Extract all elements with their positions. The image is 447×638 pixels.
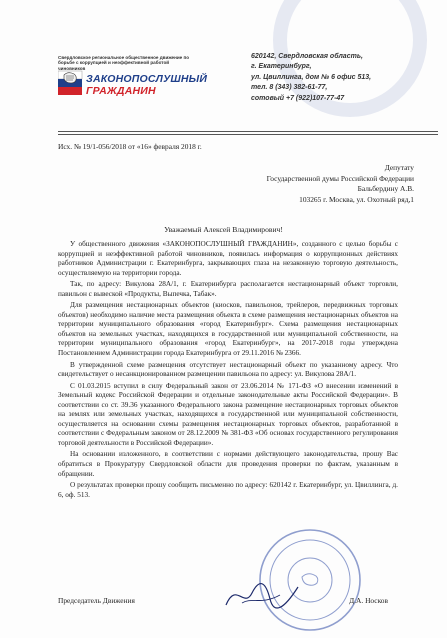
org-tagline: Свердловское региональное общественное движение по борьбе с коррупцией и неэффективной работой чиновников: [58, 55, 190, 71]
header-divider-thin: [58, 134, 438, 135]
org-name: [86, 73, 207, 97]
org-name-line1: ЗАКОНОПОСЛУШНЫЙ: [86, 73, 208, 85]
letterhead: [0, 0, 447, 140]
addressee-line: Бальбердину А.В.: [357, 184, 414, 194]
org-name-line2: ГРАЖДАНИН: [86, 85, 156, 97]
address-line: г. Екатеринбург,: [251, 63, 312, 71]
handwritten-signature: [222, 575, 302, 615]
address-line: сотовый +7 (922)107-77-47: [251, 94, 345, 102]
address-line: 620142, Свердловская область,: [251, 53, 363, 60]
address-line: ул. Цвиллинга, дом № 6 офис 513,: [251, 73, 372, 81]
addressee-line: Депутату: [384, 163, 414, 172]
body-paragraph: На основании изложенного, в соответствии с нормами действующего законодательства, прошу Вас обратиться в Прокуратуру Свердловской области для проведения проверки по фактам, указанным в обращении.: [58, 450, 398, 478]
body-paragraph: В утвержденной схеме размещения отсутствует нестационарный объект по указанному адресу. Что свидетельствует о несанкционированном размещении павильона по адресу: ул. Викулова 28А/1.: [58, 360, 398, 379]
outgoing-reference: Исх. № 19/1-056/2018 от «16» февраля 2018 г.: [58, 142, 202, 151]
addressee-line: 103265 г. Москва, ул. Охотный ряд,1: [299, 194, 414, 204]
address-line: тел. 8 (343) 382-61-77,: [251, 84, 328, 92]
fist-flag-logo: [58, 67, 84, 99]
body-paragraph: С 01.03.2015 вступил в силу Федеральный закон от 23.06.2014 № 171-ФЗ «О внесении изменений в Земельный кодекс Российской Федерации и отдельные законодательные акты Российской Федерации». В соответствии со ст. 39.36 указанного Федерального закона размещение нестационарных торговых объектов на землях или земельных участках, находящихся в государственной или муниципальной собственности, осуществляется на основании схемы размещения нестационарных торговых объектов, разработанной в соответствии с Федеральным законом от 28.12.2009 № 381-ФЗ «Об основах государственного регулирования торговой деятельности в Российской Федерации».: [58, 381, 398, 447]
addressee-block: [267, 163, 414, 205]
letter-body: [58, 240, 398, 500]
body-paragraph: Так, по адресу: Викулова 28А/1, г. Екатеринбурга располагается нестационарный объект торговли, павильон с вывеской «Продукты, Выпечка, Табак».: [58, 280, 398, 298]
signer-role: Председатель Движения: [58, 596, 135, 605]
org-address: [251, 52, 371, 104]
addressee-line: Государственной думы Российской Федерации: [266, 173, 414, 183]
body-paragraph: У общественного движения «ЗАКОНОПОСЛУШНЫЙ ГРАЖДАНИН», созданного с целью борьбы с коррупцией и неэффективной работой чиновников, появилась информация о коррупционных действиях работников Администрации г. Екатеринбурга, закрывающих глаза на незаконную торговую деятельность, осуществляемую на территории города.: [58, 240, 398, 277]
body-paragraph: О результатах проверки прошу сообщить письменно по адресу: 620142 г. Екатеринбург, ул. Цвиллинга, д. 6, оф. 513.: [58, 481, 398, 499]
greeting: Уважаемый Алексей Владимирович!: [164, 225, 283, 234]
signer-name: Д.А. Носков: [349, 596, 388, 605]
header-divider: [58, 131, 438, 132]
body-paragraph: Для размещения нестационарных объектов (киосков, павильонов, трейлеров, передвижных торговых объектов) необходимо наличие места размещения объекта в схеме размещения нестационарных объектов на территории муниципального образования «город Екатеринбург». Схема размещения нестационарных объектов на земельных участках, находящихся в государственной или муниципальной собственности, на территории муниципального образования «город Екатеринбург», на 2017-2018 годы утверждена Постановлением Администрации города Екатеринбурга от 29.11.2016 № 2366.: [58, 301, 398, 358]
